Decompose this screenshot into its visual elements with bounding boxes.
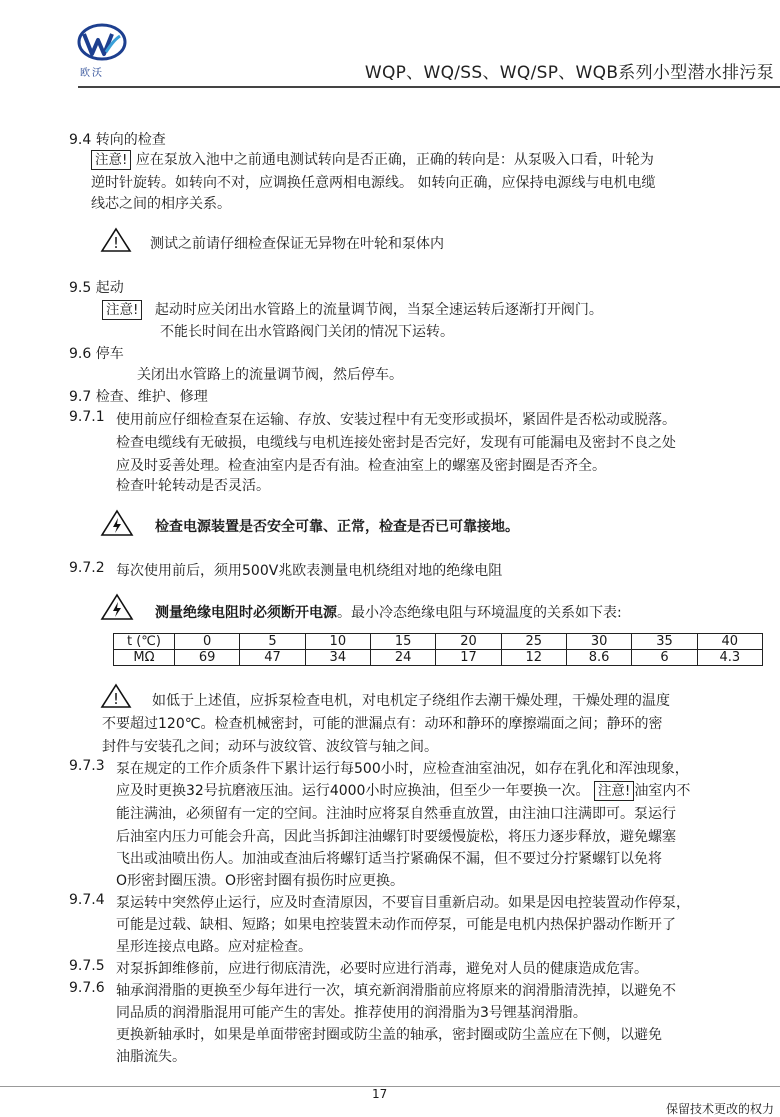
table-cell: 10 [305,634,370,650]
table-row [114,650,763,666]
body-text: 应及时更换32号抗磨液压油。运行4000小时应换油，但至少一年要换一次。 [116,783,590,799]
electric-hazard-icon [100,593,134,625]
table-cell: 5 [240,634,305,650]
table-cell: 34 [305,650,370,666]
section-9-7-4-line2: 可能是过载、缺相、短路；如果电控装置未动作而停泵，可能是电机内热保护器动作断开了 [116,917,676,933]
section-9-7-6-line4: 油脂流失。 [116,1049,186,1065]
body-text: 应在泵放入池中之前通电测试转向是否正确，正确的转向是：从泵吸入口看，叶轮为 [135,152,654,168]
section-9-4-heading: 9.4 转向的检查 [69,132,166,148]
section-9-7-3-line5: 飞出或油喷出伤人。加油或查油后将螺钉适当拧紧确保不漏，但不要过分拧紧螺钉以免将 [116,851,662,867]
page-number: 17 [372,1087,388,1101]
section-9-7-3-line6: O形密封圈压溃。O形密封圈有损伤时应更换。 [116,873,405,889]
section-9-6-line1: 关闭出水管路上的流量调节阀，然后停车。 [137,367,403,383]
table-cell: 30 [566,634,631,650]
note-tag: 注意! [91,150,131,170]
table-row [114,634,763,650]
table-cell: 35 [632,634,697,650]
section-9-7-3-line3: 能注满油，必须留有一定的空间。注油时应将泵自然垂直放置，由注油口注满即可。泵运行 [116,806,676,822]
document-title: WQP、WQ/SS、WQ/SP、WQB系列小型潜水排污泵 [364,63,774,83]
table-cell: 40 [697,634,762,650]
section-9-7-2-number: 9.7.2 [69,560,105,576]
footer-rights-notice: 保留技术更改的权力 [665,1102,774,1116]
section-9-7-1-line1: 使用前应仔细检查泵在运输、存放、安装过程中有无变形或损坏，紧固件是否松动或脱落。 [116,412,676,428]
table-cell: 6 [632,650,697,666]
body-text: 油室内不 [634,783,691,799]
warning-insulation-line3: 封件与安装孔之间；动环与波纹管、波纹管与轴之间。 [102,739,438,755]
section-9-4-line1 [91,149,654,170]
section-9-7-6-line3: 更换新轴承时，如果是单面带密封圈或防尘盖的轴承，密封圈或防尘盖应在下侧，以避免 [116,1027,662,1043]
section-9-7-heading: 9.7 检查、维护、修理 [69,389,208,405]
warning-ground-check: 检查电源装置是否安全可靠、正常，检查是否已可靠接地。 [155,519,519,535]
table-cell: 17 [436,650,501,666]
warning-text: 。最小冷态绝缘电阻与环境温度的关系如下表: [337,605,622,621]
caution-triangle-icon [100,683,132,713]
table-cell: 8.6 [566,650,631,666]
svg-text:!: ! [112,234,120,252]
section-9-7-1-line4: 检查叶轮转动是否灵活。 [116,478,270,494]
section-9-7-6-line2: 同品质的润滑脂混用可能产生的害处。推荐使用的润滑脂为3号锂基润滑脂。 [116,1005,587,1021]
section-9-7-4-line3: 星形连接点电路。应对症检查。 [116,939,312,955]
section-9-7-1-number: 9.7.1 [69,409,105,425]
table-cell: 69 [175,650,240,666]
section-9-4-line3: 线芯之间的相序关系。 [91,196,231,212]
table-cell: 25 [501,634,566,650]
section-9-7-4-line1: 泵运转中突然停止运行，应及时查清原因，不要盲目重新启动。如果是因电控装置动作停泵， [116,895,690,911]
section-9-7-6-line1: 轴承润滑脂的更换至少每年进行一次，填充新润滑脂前应将原来的润滑脂清洗掉，以避免不 [116,983,676,999]
svg-text:!: ! [112,690,120,708]
table-cell: 20 [436,634,501,650]
note-tag: 注意! [594,781,634,801]
section-9-7-3-line2 [116,780,690,801]
section-9-7-3-line1: 泵在规定的工作介质条件下累计运行每500小时，应检查油室油况，如存在乳化和浑浊现象， [116,761,689,777]
section-9-5-heading: 9.5 起动 [69,280,124,296]
warning-disconnect-power [155,602,622,622]
warning-insulation-line1: 如低于上述值，应拆泵检查电机，对电机定子绕组作去潮干燥处理，干燥处理的温度 [152,693,670,709]
section-9-7-1-line3: 应及时妥善处理。检查油室内是否有油。检查油室上的螺塞及密封圈是否齐全。 [116,458,606,474]
table-cell: 0 [175,634,240,650]
section-9-7-5-line1: 对泵拆卸维修前，应进行彻底清洗，必要时应进行消毒，避免对人员的健康造成危害。 [116,961,648,977]
section-9-7-5-number: 9.7.5 [69,958,105,974]
section-9-7-4-number: 9.7.4 [69,892,105,908]
footer-divider [0,1086,780,1087]
table-cell: 15 [370,634,435,650]
note-tag: 注意! [102,300,142,320]
brand-name: 欧沃 [80,68,104,79]
insulation-resistance-table [113,633,763,666]
header-divider [78,86,780,88]
section-9-4-warning: 测试之前请仔细检查保证无异物在叶轮和泵体内 [150,236,444,252]
table-header-cell: MΩ [114,650,175,666]
table-cell: 12 [501,650,566,666]
table-cell: 4.3 [697,650,762,666]
warning-insulation-line2: 不要超过120℃。检查机械密封，可能的泄漏点有：动环和静环的摩擦端面之间；静环的密 [102,716,663,732]
warning-bold-text: 测量绝缘电阻时必须断开电源 [155,605,337,621]
section-9-7-3-line4: 后油室内压力可能会升高，因此当拆卸注油螺钉时要缓慢旋松，将压力逐步释放，避免螺塞 [116,829,676,845]
table-cell: 47 [240,650,305,666]
section-9-6-heading: 9.6 停车 [69,346,124,362]
section-9-5-line1 [102,299,603,320]
section-9-7-2-line1: 每次使用前后，须用500V兆欧表测量电机绕组对地的绝缘电阻 [116,563,503,579]
caution-triangle-icon [100,227,132,257]
electric-hazard-icon [100,509,134,541]
section-9-4-line2: 逆时针旋转。如转向不对，应调换任意两相电源线。 如转向正确，应保持电源线与电机电缆 [91,175,656,191]
table-cell: 24 [370,650,435,666]
section-9-7-3-number: 9.7.3 [69,758,105,774]
body-text: 起动时应关闭出水管路上的流量调节阀，当泵全速运转后逐渐打开阀门。 [154,302,603,318]
section-9-7-6-number: 9.7.6 [69,980,105,996]
section-9-7-1-line2: 检查电缆线有无破损，电缆线与电机连接处密封是否完好，发现有可能漏电及密封不良之处 [116,435,676,451]
section-9-5-line2: 不能长时间在出水管路阀门关闭的情况下运转。 [160,324,454,340]
table-header-cell: t (℃) [114,634,175,650]
